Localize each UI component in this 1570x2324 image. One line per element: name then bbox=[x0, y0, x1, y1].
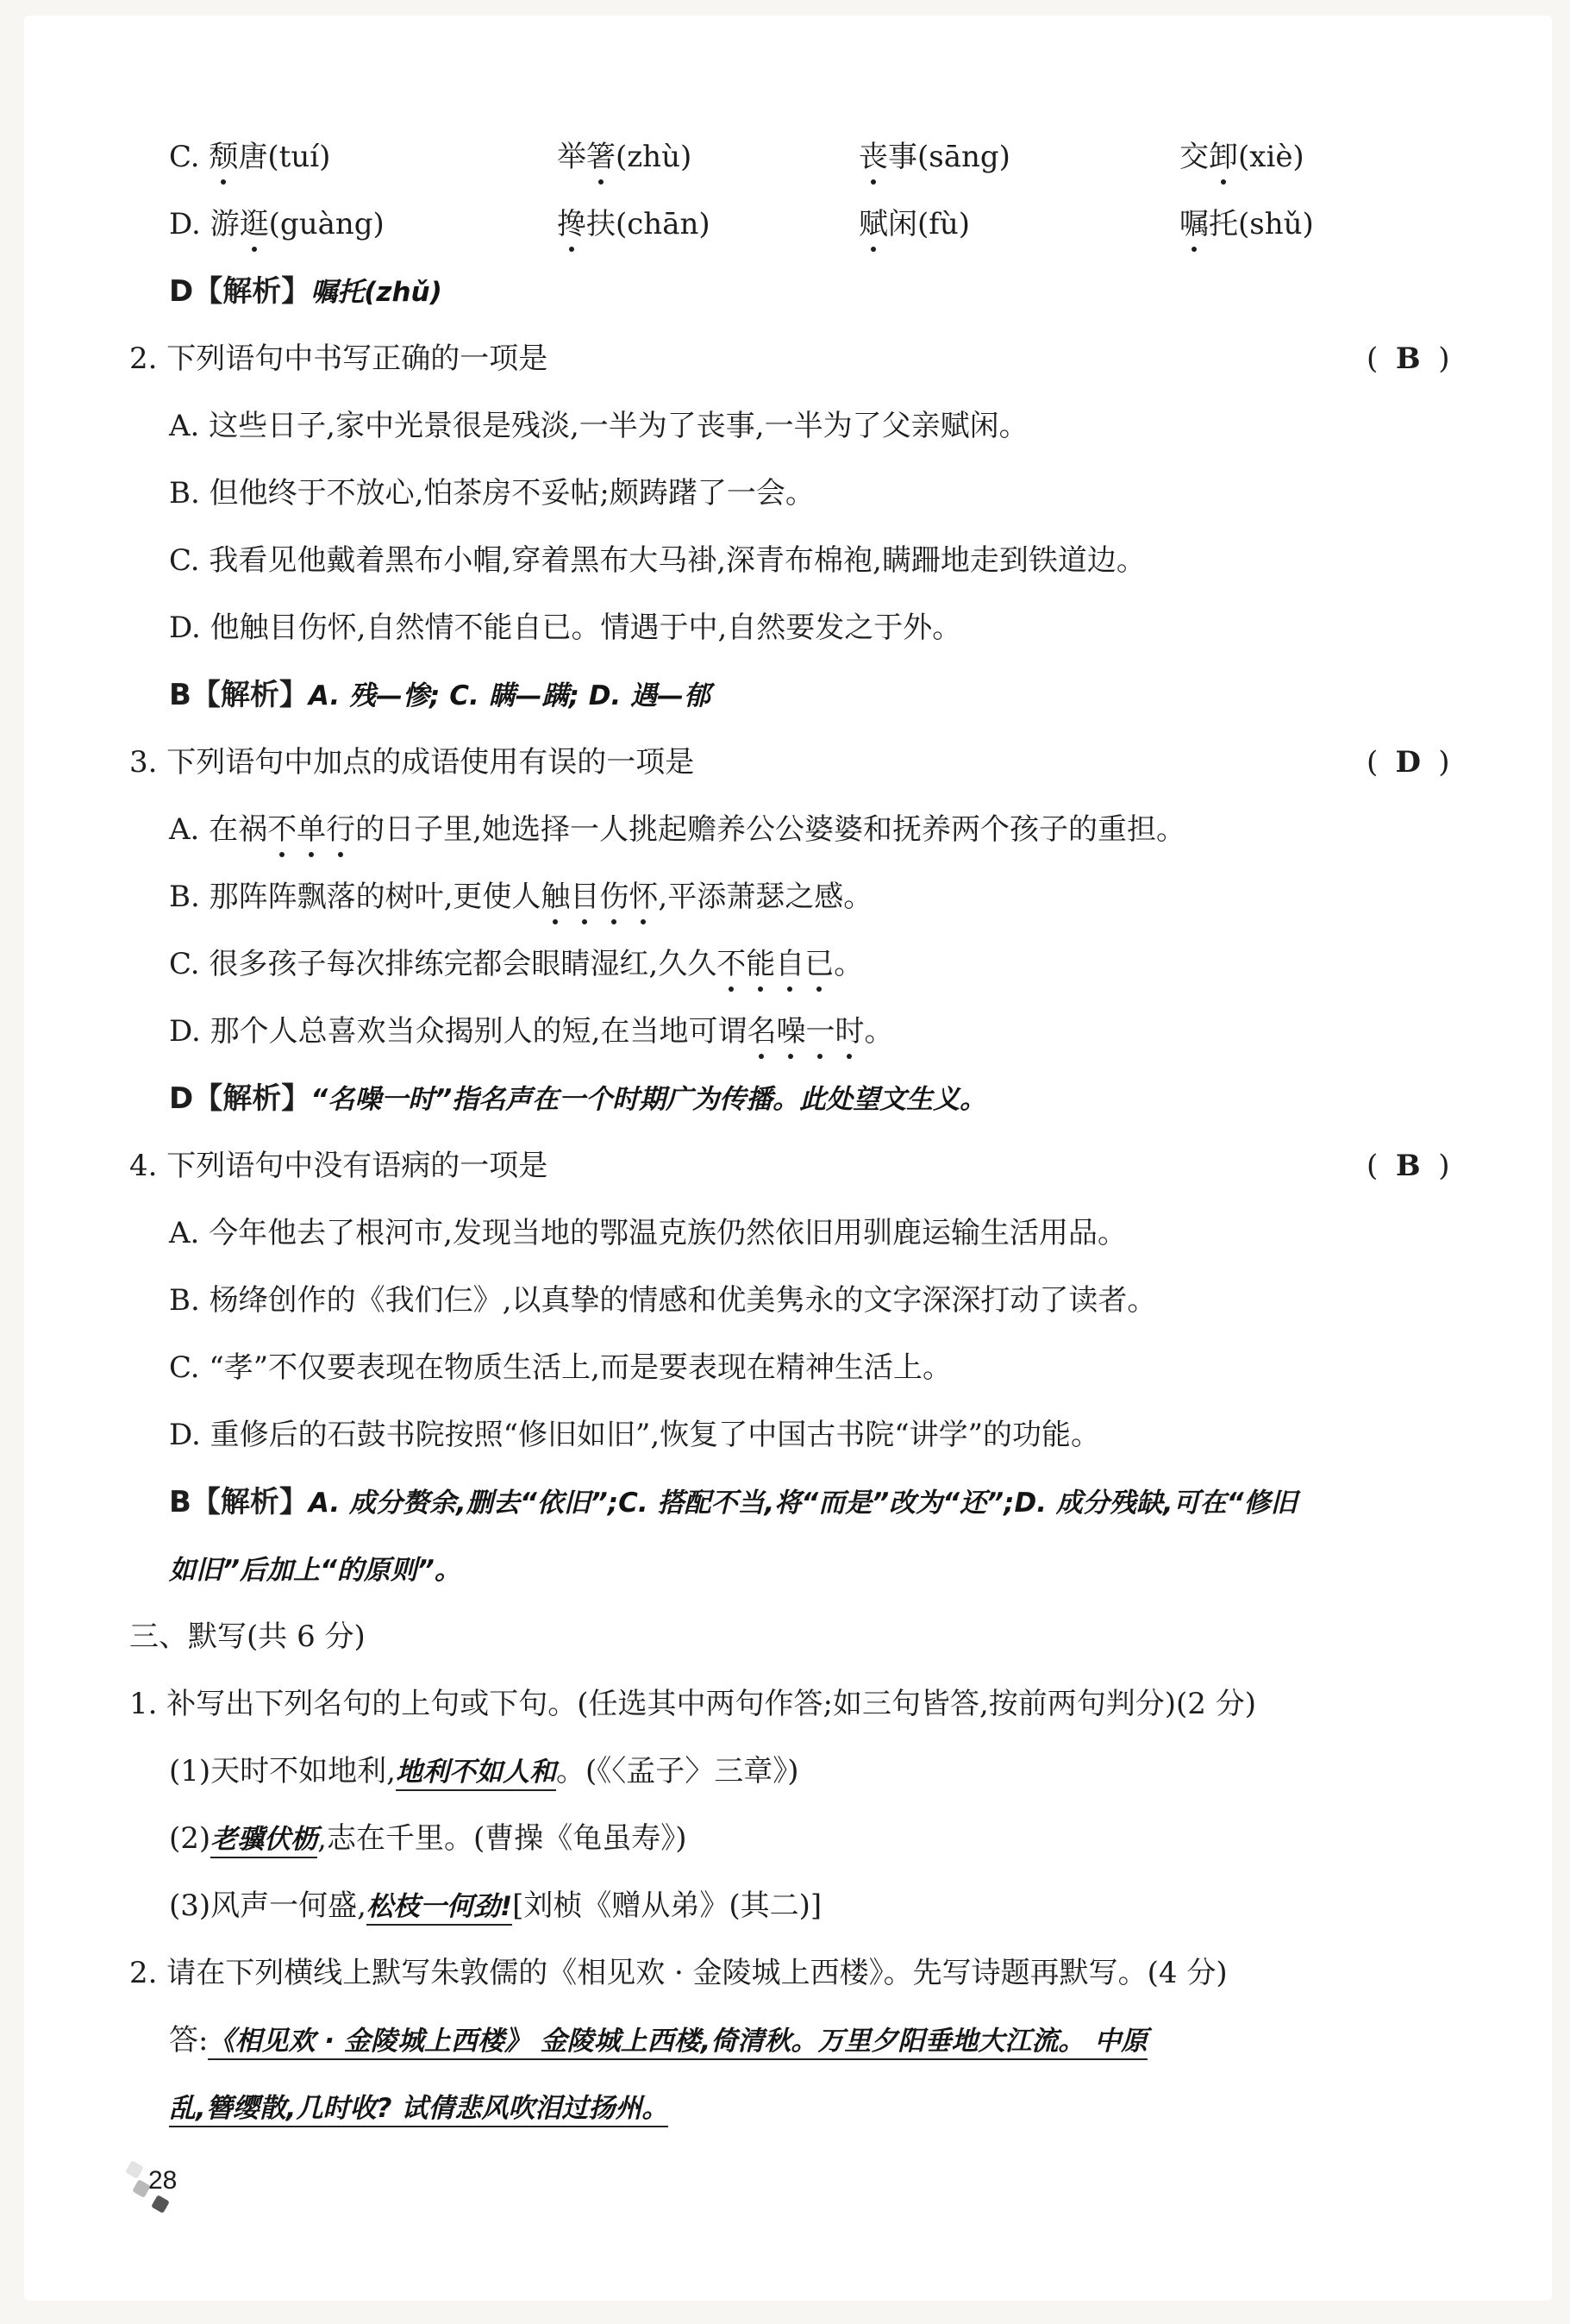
q1-option-d-2: 搀扶(chān) bbox=[557, 207, 710, 241]
q3-answer: D bbox=[1395, 745, 1421, 780]
section3-q1-1: (1)天时不如地利,地利不如人和。(《〈孟子〉三章》) bbox=[169, 1752, 799, 1791]
section3-q1-stem: 1. 补写出下列名句的上句或下句。(任选其中两句作答;如三句皆答,按前两句判分)(2 分) bbox=[129, 1687, 1257, 1721]
q2-answer: B bbox=[1395, 341, 1421, 376]
q1-option-c-1: C. 颓唐(tuí) bbox=[169, 140, 331, 174]
q1-option-d-4: 嘱托(shǔ) bbox=[1179, 207, 1314, 241]
q1-option-c-3: 丧事(sāng) bbox=[859, 140, 1010, 174]
q3-answer-box: ( D ) bbox=[1367, 745, 1450, 780]
q4-option-c: C. “孝”不仅要表现在物质生活上,而是要表现在精神生活上。 bbox=[169, 1350, 952, 1385]
q2-analysis: B【解析】A. 残—惨; C. 瞒—蹒; D. 遇—郁 bbox=[169, 678, 711, 712]
q3-option-a: A. 在祸不单行的日子里,她选择一人挑起赡养公公婆婆和抚养两个孩子的重担。 bbox=[169, 812, 1185, 847]
q3-option-c: C. 很多孩子每次排练完都会眼睛湿红,久久不能自已。 bbox=[169, 947, 864, 981]
q3-analysis: D【解析】“名噪一时”指名声在一个时期广为传播。此处望文生义。 bbox=[169, 1081, 987, 1116]
q2-answer-box: ( B ) bbox=[1367, 341, 1450, 376]
answer-blank: 《相见欢 · 金陵城上西楼》 金陵城上西楼,倚清秋。万里夕阳垂地大江流。 中原 bbox=[208, 2026, 1148, 2060]
answer-blank: 地利不如人和 bbox=[396, 1757, 556, 1791]
q1-option-c-2: 举箸(zhù) bbox=[557, 140, 692, 174]
answer-blank: 乱,簪缨散,几时收? 试倩悲风吹泪过扬州。 bbox=[169, 2093, 668, 2127]
q2-stem: 2. 下列语句中书写正确的一项是 bbox=[129, 341, 548, 376]
q2-option-b: B. 但他终于不放心,怕茶房不妥帖;颇踌躇了一会。 bbox=[169, 476, 815, 511]
q1-option-d-3: 赋闲(fù) bbox=[859, 207, 971, 241]
q4-option-a: A. 今年他去了根河市,发现当地的鄂温克族仍然依旧用驯鹿运输生活用品。 bbox=[169, 1216, 1127, 1250]
q3-stem: 3. 下列语句中加点的成语使用有误的一项是 bbox=[129, 745, 695, 780]
section3-q2-answer-1: 答:《相见欢 · 金陵城上西楼》 金陵城上西楼,倚清秋。万里夕阳垂地大江流。 中原 bbox=[169, 2021, 1148, 2060]
analysis-label: D【解析】 bbox=[169, 274, 311, 309]
q1-option-d-1: D. 游逛(guàng) bbox=[169, 207, 385, 241]
answer-blank: 松枝一何劲! bbox=[366, 1891, 512, 1926]
q3-option-b: B. 那阵阵飘落的树叶,更使人触目伤怀,平添萧瑟之感。 bbox=[169, 880, 873, 914]
section3-q2-stem: 2. 请在下列横线上默写朱敦儒的《相见欢 · 金陵城上西楼》。先写诗题再默写。(4 分) bbox=[129, 1956, 1228, 1990]
q2-option-a: A. 这些日子,家中光景很是残淡,一半为了丧事,一半为了父亲赋闲。 bbox=[169, 409, 1029, 443]
answer-blank: 老骥伏枥 bbox=[210, 1824, 317, 1858]
q1-option-c-4: 交卸(xiè) bbox=[1179, 140, 1304, 174]
section3-q1-2: (2)老骥伏枥,志在千里。(曹操《龟虽寿》) bbox=[169, 1820, 687, 1858]
q4-analysis-2: 如旧”后加上“的原则”。 bbox=[169, 1555, 461, 1586]
section3-title: 三、默写(共 6 分) bbox=[129, 1619, 366, 1654]
page-number: 28 bbox=[148, 2166, 178, 2195]
q3-option-d: D. 那个人总喜欢当众揭别人的短,在当地可谓名噪一时。 bbox=[169, 1014, 894, 1049]
q2-option-c: C. 我看见他戴着黑布小帽,穿着黑布大马褂,深青布棉袍,瞒跚地走到铁道边。 bbox=[169, 543, 1146, 578]
section3-q2-answer-2 bbox=[169, 2089, 668, 2127]
q4-answer-box: ( B ) bbox=[1367, 1149, 1450, 1183]
q4-option-d: D. 重修后的石鼓书院按照“修旧如旧”,恢复了中国古书院“讲学”的功能。 bbox=[169, 1418, 1100, 1452]
section3-q1-3: (3)风声一何盛,松枝一何劲![刘桢《赠从弟》(其二)] bbox=[169, 1887, 822, 1926]
q4-analysis-1: B【解析】A. 成分赘余,删去“依旧”;C. 搭配不当,将“而是”改为“还”;D. 成分残缺,可在“修旧 bbox=[169, 1485, 1298, 1519]
q4-option-b: B. 杨绛创作的《我们仨》,以真挚的情感和优美隽永的文字深深打动了读者。 bbox=[169, 1283, 1157, 1318]
q1-analysis: D【解析】嘱托(zhǔ) bbox=[169, 274, 442, 309]
q4-stem: 4. 下列语句中没有语病的一项是 bbox=[129, 1149, 548, 1183]
q2-option-d: D. 他触目伤怀,自然情不能自已。情遇于中,自然要发之于外。 bbox=[169, 611, 962, 645]
q4-answer: B bbox=[1395, 1149, 1421, 1183]
